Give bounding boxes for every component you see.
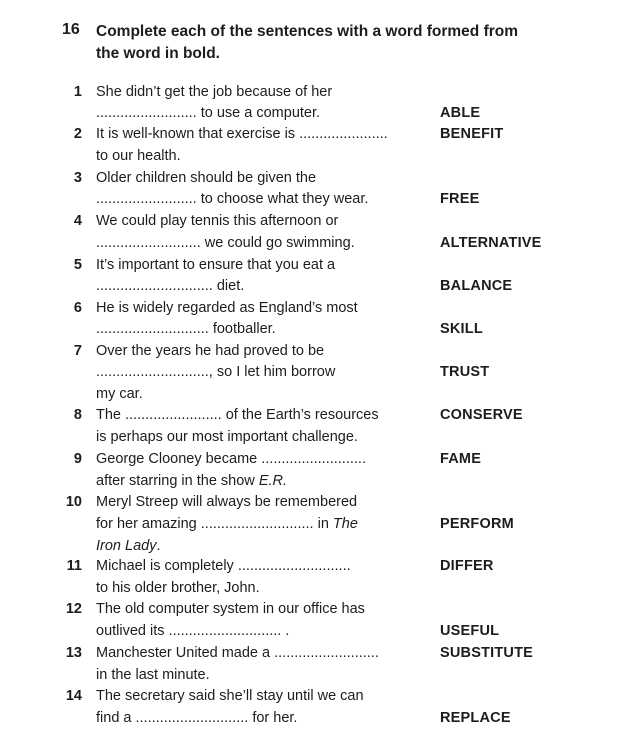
word-in-bold: FREE <box>440 191 480 207</box>
item-number: 1 <box>73 84 82 100</box>
sentence-line: to our health. <box>96 148 181 164</box>
sentence-line: to his older brother, John. <box>96 580 260 596</box>
exercise-number: 16 <box>62 21 80 38</box>
item-number: 5 <box>73 257 82 273</box>
word-in-bold: ALTERNATIVE <box>440 235 542 251</box>
sentence-line: Older children should be given the <box>96 170 317 186</box>
sentence-line: The secretary said she’ll stay until we can <box>96 688 364 704</box>
word-in-bold: SUBSTITUTE <box>440 645 534 661</box>
word-in-bold: PERFORM <box>440 516 514 532</box>
film-title-part: The <box>332 516 358 532</box>
sentence-line: ......................... to use a computer. <box>96 105 321 121</box>
word-in-bold: DIFFER <box>440 558 494 574</box>
word-in-bold: TRUST <box>440 364 490 380</box>
sentence-line: ............................, so I let him borrow <box>96 364 336 380</box>
sentence-line <box>96 538 161 554</box>
word-in-bold: BALANCE <box>440 278 513 294</box>
sentence-line: is perhaps our most important challenge. <box>96 429 358 445</box>
item-number: 3 <box>73 170 82 186</box>
word-in-bold: ABLE <box>440 105 481 121</box>
item-number: 7 <box>73 343 82 359</box>
sentence-line-text: after starring in the show <box>96 473 259 489</box>
sentence-line: She didn’t get the job because of her <box>96 84 333 100</box>
sentence-line: He is widely regarded as England’s most <box>96 300 358 316</box>
sentence-line <box>96 473 287 489</box>
word-in-bold: SKILL <box>440 321 483 337</box>
word-in-bold: REPLACE <box>440 710 511 726</box>
sentence-line: The ........................ of the Earth’s resources <box>96 407 379 423</box>
word-in-bold: FAME <box>440 451 482 467</box>
item-number: 14 <box>65 688 82 704</box>
sentence-line: Meryl Streep will always be remembered <box>96 494 358 510</box>
sentence-line: We could play tennis this afternoon or <box>96 213 339 229</box>
sentence-line-text: for her amazing ............................ in <box>96 516 333 532</box>
item-number: 2 <box>73 126 82 142</box>
sentence-line: outlived its ............................ . <box>96 623 290 639</box>
word-in-bold: USEFUL <box>440 623 500 639</box>
sentence-line: The old computer system in our office has <box>96 601 365 617</box>
sentence-line: Manchester United made a .......................... <box>96 645 379 661</box>
sentence-line: my car. <box>96 386 143 402</box>
sentence-line: Over the years he had proved to be <box>96 343 325 359</box>
sentence-line <box>96 516 358 532</box>
film-title-part: Iron Lady <box>96 538 157 554</box>
item-number: 9 <box>73 451 82 467</box>
word-in-bold: BENEFIT <box>440 126 504 142</box>
sentence-line: .......................... we could go swimming. <box>96 235 355 251</box>
item-number: 11 <box>66 558 82 574</box>
sentence-line: ............................ footballer. <box>96 321 276 337</box>
word-in-bold: CONSERVE <box>440 407 523 423</box>
sentence-line: ......................... to choose what they wear. <box>96 191 369 207</box>
item-number: 6 <box>73 300 82 316</box>
item-number: 12 <box>65 601 82 617</box>
sentence-line: George Clooney became .......................... <box>96 451 366 467</box>
sentence-line: It is well-known that exercise is ...................... <box>96 126 388 142</box>
sentence-line: Michael is completely ............................ <box>96 558 351 574</box>
item-number: 8 <box>73 407 82 423</box>
item-number: 4 <box>73 213 82 229</box>
item-number: 13 <box>65 645 82 661</box>
sentence-line: find a ............................ for her. <box>96 710 298 726</box>
sentence-line-text: . <box>156 538 161 554</box>
sentence-line: ............................. diet. <box>96 278 245 294</box>
sentence-line: It’s important to ensure that you eat a <box>96 257 336 273</box>
item-number: 10 <box>65 494 82 510</box>
exercise-instruction: Complete each of the sentences with a word formed from the word in bold. <box>96 23 519 62</box>
sentence-line: in the last minute. <box>96 667 210 683</box>
show-title: E.R. <box>258 473 288 489</box>
